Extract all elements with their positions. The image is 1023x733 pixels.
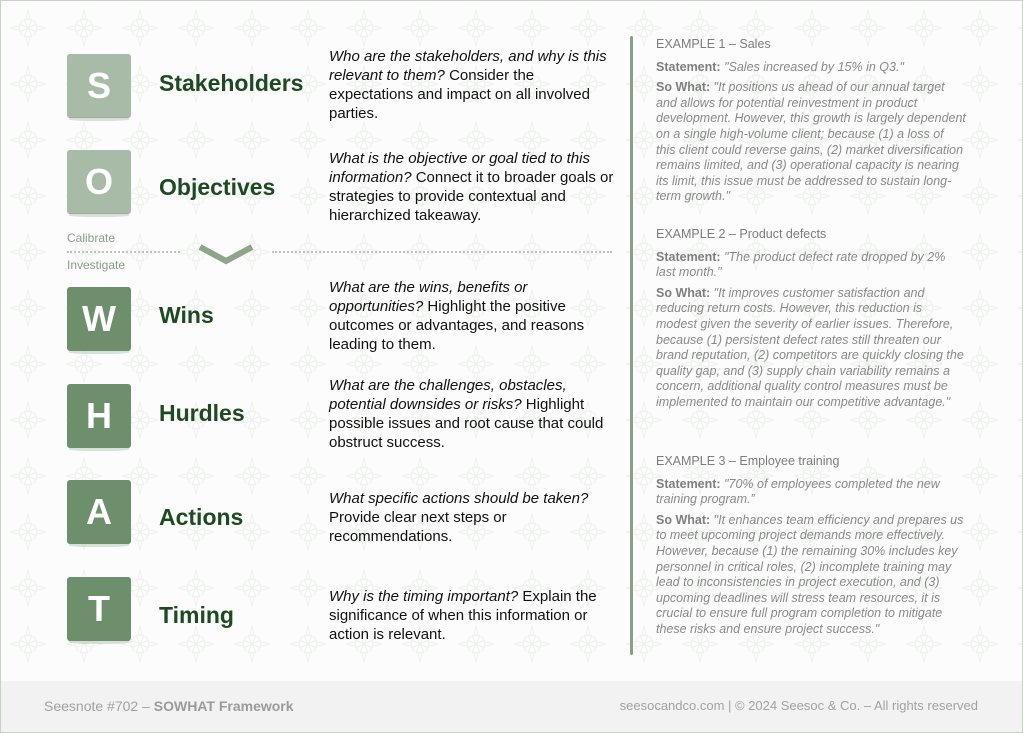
letter-a: A	[86, 491, 112, 532]
word-wins: Wins	[159, 302, 214, 328]
example-2-title: EXAMPLE 2 – Product defects	[656, 227, 827, 241]
example-3	[656, 454, 966, 643]
footer-framework-name: SOWHAT Framework	[153, 698, 294, 714]
desc-objectives	[329, 149, 614, 225]
example-3-title: EXAMPLE 3 – Employee training	[656, 454, 840, 468]
example-1-so-what	[656, 80, 966, 205]
example-3-statement-text: "70% of employees completed the new training program.”	[656, 476, 940, 507]
word-objectives: Objectives	[159, 174, 276, 200]
stage-calibrate: Calibrate	[67, 231, 116, 245]
example-2-statement-text: "The product defect rate dropped by 2% last month."	[656, 249, 946, 280]
example-1-title: EXAMPLE 1 – Sales	[656, 37, 771, 51]
question-timing: Why is the timing important?	[329, 588, 519, 605]
footer-note	[44, 698, 294, 714]
example-1-statement	[656, 60, 966, 76]
example-1-statement-text: "Sales increased by 15% in Q3."	[724, 59, 904, 74]
statement-label: Statement:	[656, 59, 721, 74]
word-stakeholders: Stakeholders	[159, 70, 304, 96]
example-3-so-what	[656, 513, 966, 638]
detail-hurdles: Highlight possible issues and root cause that could obstruct success.	[329, 396, 604, 451]
example-2-statement	[656, 250, 966, 281]
letter-o: O	[84, 161, 113, 202]
letter-t: T	[88, 588, 110, 629]
detail-objectives: Connect it to broader goals or strategies to provide contextual and hierarchized takeaway.	[329, 169, 614, 224]
example-3-statement	[656, 477, 966, 508]
letter-w: W	[82, 298, 116, 339]
letter-tile-a	[67, 480, 131, 544]
question-wins: What are the wins, benefits or opportunities?	[329, 279, 528, 315]
so-what-label: So What:	[656, 512, 711, 527]
letter-tile-h	[67, 384, 131, 448]
example-1	[656, 37, 966, 210]
question-stakeholders: Who are the stakeholders, and why is this relevant to them?	[329, 48, 607, 84]
detail-wins: Highlight the positive outcomes or advantages, and reasons leading to them.	[329, 298, 585, 353]
letter-tile-w	[67, 287, 131, 351]
word-timing: Timing	[159, 602, 234, 628]
detail-timing: Explain the significance of when this information or action is relevant.	[329, 588, 597, 643]
example-1-so-what-text: "It positions us ahead of our annual target and allows for potential reinvestment in product development. However, this growth is largely dependent on a single high-volume client; because (1) a loss of this client could reverse gains, (2) market diversification remains limited, and (3) operational capacity is nearing its limit, this issue must be addressed to sustain long-term growth."	[656, 80, 966, 204]
desc-actions	[329, 489, 614, 546]
divider-right	[272, 251, 612, 253]
question-hurdles: What are the challenges, obstacles, potential downsides or risks?	[329, 377, 567, 413]
desc-wins	[329, 278, 614, 354]
detail-stakeholders: Consider the expectations and impact on all involved parties.	[329, 67, 590, 122]
word-actions: Actions	[159, 504, 244, 530]
example-2	[656, 227, 966, 416]
statement-label: Statement:	[656, 249, 721, 264]
statement-label: Statement:	[656, 476, 721, 491]
letter-h: H	[86, 395, 112, 436]
detail-actions: Provide clear next steps or recommendations.	[329, 509, 507, 545]
stage-investigate: Investigate	[67, 258, 126, 272]
so-what-label: So What:	[656, 80, 711, 95]
divider-left	[67, 251, 180, 253]
chevron-down-icon	[198, 243, 254, 265]
footer-note-number: Seesnote #702 –	[44, 698, 154, 714]
desc-timing	[329, 587, 614, 644]
so-what-label: So What:	[656, 285, 711, 300]
question-objectives: What is the objective or goal tied to this information?	[329, 150, 590, 186]
letter-s: S	[86, 65, 111, 106]
column-separator	[630, 36, 633, 655]
example-2-so-what	[656, 286, 966, 411]
question-actions: What specific actions should be taken?	[329, 490, 589, 507]
letter-tile-t	[67, 577, 131, 641]
word-hurdles: Hurdles	[159, 400, 245, 426]
letter-tile-o	[67, 150, 131, 214]
example-2-so-what-text: "It improves customer satisfaction and reducing return costs. However, this reduction is modest given the severity of earlier issues. Therefore, because (1) persistent defect rates still threaten our brand reputation, (2) competitors are quickly closing the quality gap, and (3) supply chain variability remains a concern, additional quality control measures must be implemented to maintain our competitive advantage."	[656, 285, 964, 409]
desc-stakeholders	[329, 47, 614, 123]
letter-tile-s	[67, 54, 131, 118]
example-3-so-what-text: "It enhances team efficiency and prepares us to meet upcoming project demands more effectively. However, because (1) the remaining 30% includes key personnel in critical roles, (2) incomplete training may lead to inconsistencies in project execution, and (3) upcoming deadlines will stress team resources, it is crucial to ensure full program completion to mitigate these risks and ensure project success."	[656, 512, 964, 636]
desc-hurdles	[329, 376, 614, 452]
footer-copyright: seesocandco.com | © 2024 Seesoc & Co. – All rights reserved	[619, 698, 978, 713]
footer	[1, 681, 1022, 732]
